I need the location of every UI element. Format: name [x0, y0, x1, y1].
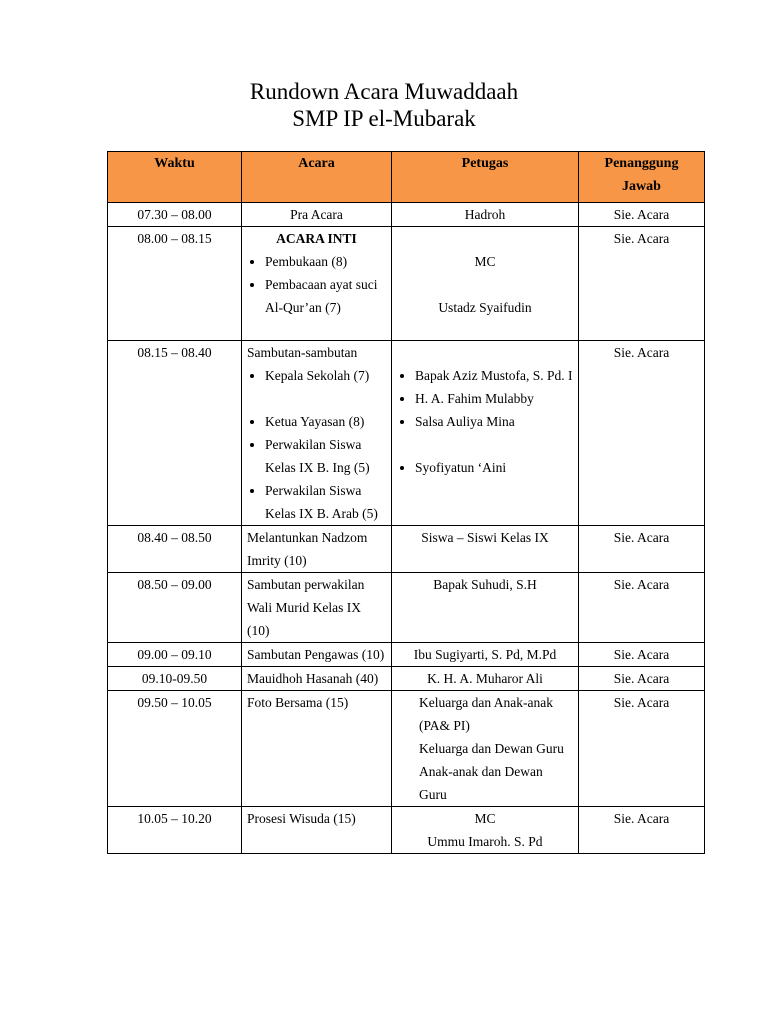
cell-pj: Sie. Acara	[579, 526, 705, 573]
cell-pj: Sie. Acara	[579, 341, 705, 526]
cell-waktu: 09.10-09.50	[108, 667, 242, 691]
list-item: • Salsa Auliya Mina	[415, 410, 573, 433]
cell-pj: Sie. Acara	[579, 643, 705, 667]
list-item: • Perwakilan Siswa Kelas IX B. Ing (5)	[265, 433, 386, 479]
acara-heading: Sambutan-sambutan	[247, 345, 358, 360]
acara-list	[247, 410, 386, 525]
table-row	[108, 573, 705, 643]
table-row	[108, 203, 705, 227]
cell-pj: Sie. Acara	[579, 667, 705, 691]
cell-petugas: K. H. A. Muharor Ali	[392, 667, 579, 691]
cell-waktu: 08.40 – 08.50	[108, 526, 242, 573]
cell-acara	[242, 227, 392, 341]
cell-pj: Sie. Acara	[579, 807, 705, 854]
cell-acara: Mauidhoh Hasanah (40)	[242, 667, 392, 691]
cell-pj: Sie. Acara	[579, 691, 705, 807]
table-header-row	[108, 152, 705, 203]
document-title	[0, 78, 768, 132]
table-row	[108, 643, 705, 667]
table-row	[108, 667, 705, 691]
acara-heading: ACARA INTI	[276, 231, 357, 246]
title-line-2: SMP IP el-Mubarak	[292, 106, 476, 131]
cell-petugas: Hadroh	[392, 203, 579, 227]
list-item: • Perwakilan Siswa Kelas IX B. Arab (5)	[265, 479, 386, 525]
table-row	[108, 341, 705, 526]
list-item: • Bapak Aziz Mustofa, S. Pd. I	[415, 364, 573, 387]
cell-pj: Sie. Acara	[579, 227, 705, 341]
rundown-table	[107, 151, 705, 854]
cell-waktu: 08.00 – 08.15	[108, 227, 242, 341]
cell-petugas: Ibu Sugiyarti, S. Pd, M.Pd	[392, 643, 579, 667]
header-penanggung-jawab: Penanggung Jawab	[579, 152, 705, 203]
table-row	[108, 807, 705, 854]
acara-list	[247, 364, 386, 387]
list-item: • Pembacaan ayat suci Al-Qur’an (7)	[265, 273, 386, 319]
cell-petugas	[392, 227, 579, 341]
petugas-name: Keluarga dan Dewan Guru	[419, 741, 564, 756]
header-waktu: Waktu	[108, 152, 242, 203]
table-row	[108, 227, 705, 341]
petugas-name: Ustadz Syaifudin	[438, 300, 532, 315]
cell-acara: Melantunkan Nadzom Imrity (10)	[242, 526, 392, 573]
petugas-name: Anak-anak dan Dewan Guru	[419, 764, 543, 802]
cell-acara	[242, 341, 392, 526]
petugas-list	[397, 364, 573, 433]
cell-acara: Foto Bersama (15)	[242, 691, 392, 807]
cell-waktu: 08.50 – 09.00	[108, 573, 242, 643]
cell-petugas: Bapak Suhudi, S.H	[392, 573, 579, 643]
list-item: • Syofiyatun ‘Aini	[415, 456, 573, 479]
cell-acara: Pra Acara	[242, 203, 392, 227]
petugas-name: Ummu Imaroh. S. Pd	[427, 834, 543, 849]
cell-waktu: 07.30 – 08.00	[108, 203, 242, 227]
cell-petugas	[392, 341, 579, 526]
cell-waktu: 09.00 – 09.10	[108, 643, 242, 667]
cell-acara: Sambutan perwakilan Wali Murid Kelas IX (10)	[242, 573, 392, 643]
cell-waktu: 10.05 – 10.20	[108, 807, 242, 854]
cell-acara: Sambutan Pengawas (10)	[242, 643, 392, 667]
cell-petugas: Siswa – Siswi Kelas IX	[392, 526, 579, 573]
petugas-list	[397, 456, 573, 479]
title-line-1: Rundown Acara Muwaddaah	[249, 79, 519, 104]
cell-waktu: 09.50 – 10.05	[108, 691, 242, 807]
petugas-name: MC	[474, 254, 496, 269]
cell-pj: Sie. Acara	[579, 573, 705, 643]
header-petugas: Petugas	[392, 152, 579, 203]
list-item: • Pembukaan (8)	[265, 250, 386, 273]
list-item: • Ketua Yayasan (8)	[265, 410, 386, 433]
petugas-name: Keluarga dan Anak-anak (PA& PI)	[419, 695, 553, 733]
header-acara: Acara	[242, 152, 392, 203]
cell-petugas	[392, 691, 579, 807]
cell-waktu: 08.15 – 08.40	[108, 341, 242, 526]
table-row	[108, 691, 705, 807]
cell-acara: Prosesi Wisuda (15)	[242, 807, 392, 854]
cell-petugas	[392, 807, 579, 854]
list-item: • Kepala Sekolah (7)	[265, 364, 386, 387]
list-item: • H. A. Fahim Mulabby	[415, 387, 573, 410]
cell-pj: Sie. Acara	[579, 203, 705, 227]
petugas-name: MC	[474, 811, 496, 826]
table-row	[108, 526, 705, 573]
acara-list	[247, 250, 386, 319]
